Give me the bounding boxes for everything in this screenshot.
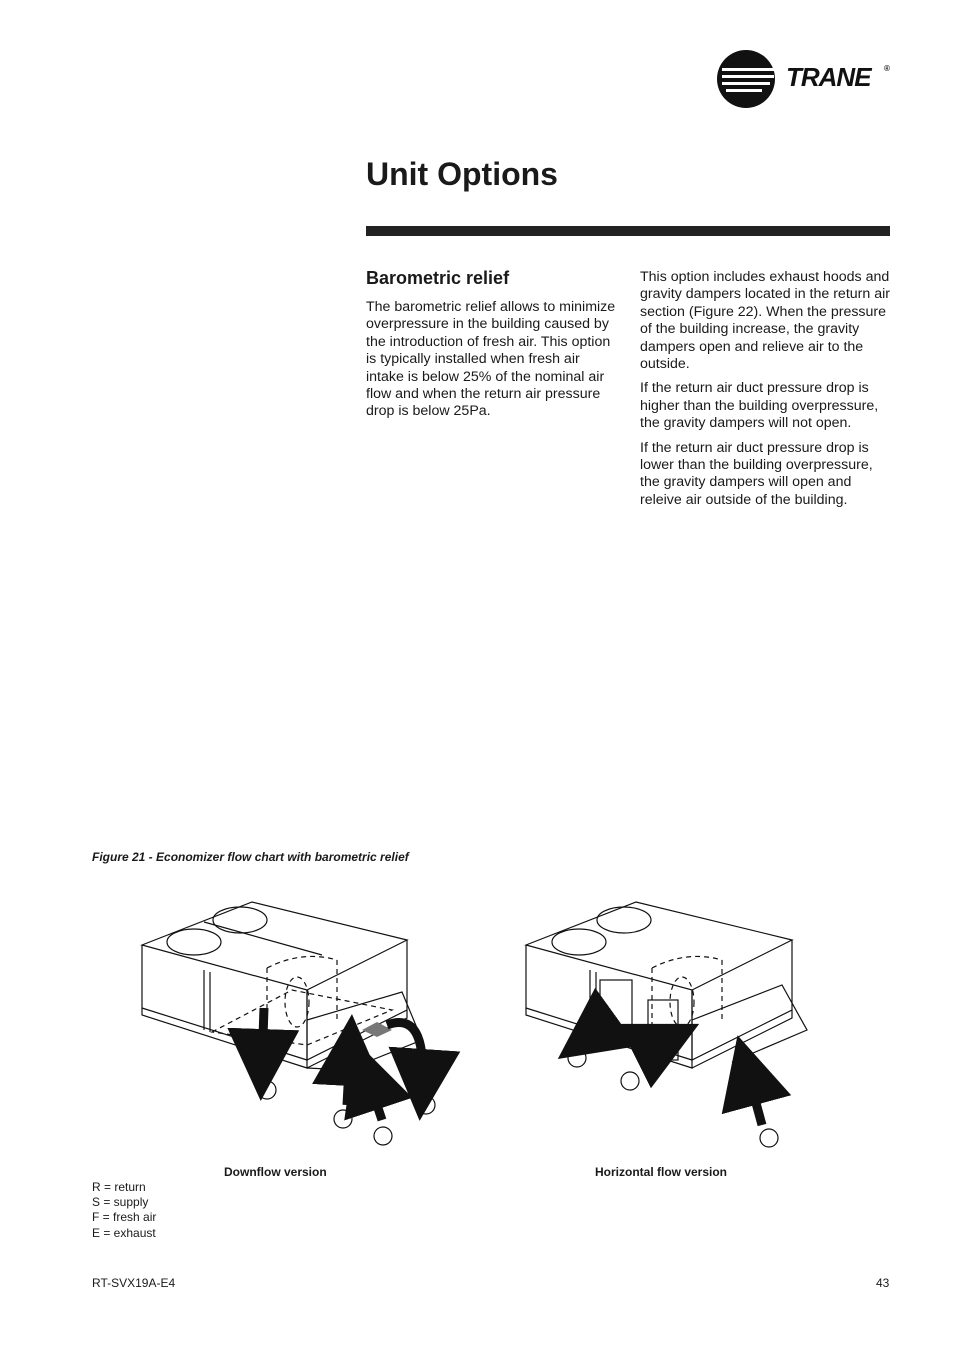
title-rule — [366, 226, 890, 236]
legend — [92, 1180, 156, 1241]
legend-item: S = supply — [92, 1195, 149, 1210]
figure-caption: Figure 21 - Economizer flow chart with barometric relief — [92, 850, 409, 864]
brand-name: TRANE — [786, 62, 871, 92]
downflow-label: Downflow version — [224, 1165, 327, 1179]
page-number: 43 — [876, 1276, 890, 1290]
legend-item: R = return — [92, 1180, 146, 1194]
page-title: Unit Options — [366, 156, 558, 192]
body-paragraph-2: This option includes exhaust hoods and gravity dampers located in the return air section (Figure 22). When the pressure of the building increase, the gravity dampers open and relieve air to the outside. — [640, 269, 890, 373]
legend-item: F = fresh air — [92, 1210, 157, 1225]
section-heading: Barometric relief — [366, 268, 510, 288]
trane-logo-mark-icon — [716, 50, 778, 112]
body-paragraph-1: The barometric relief allows to minimize overpressure in the building caused by the introduction of fresh air. This option is typically installed when fresh air intake is below 25% of the nominal air flow and when the return air pressure drop is below 25Pa. — [366, 299, 616, 420]
registered-mark: ® — [884, 64, 890, 73]
body-paragraph-3: If the return air duct pressure drop is higher than the building overpressure, the gravity dampers will not open. — [640, 380, 879, 432]
economizer-flow-figure — [92, 880, 892, 1170]
horizontal-unit-drawing — [526, 902, 807, 1147]
downflow-unit-drawing — [142, 902, 435, 1145]
right-column — [640, 269, 892, 516]
document-code: RT-SVX19A-E4 — [92, 1276, 176, 1290]
horizontal-flow-label: Horizontal flow version — [595, 1165, 728, 1179]
legend-item: E = exhaust — [92, 1225, 156, 1240]
body-paragraph-4: If the return air duct pressure drop is lower than the building overpressure, the gravity dampers will open and releive air outside of the building. — [640, 439, 873, 508]
trane-logo — [716, 50, 896, 110]
